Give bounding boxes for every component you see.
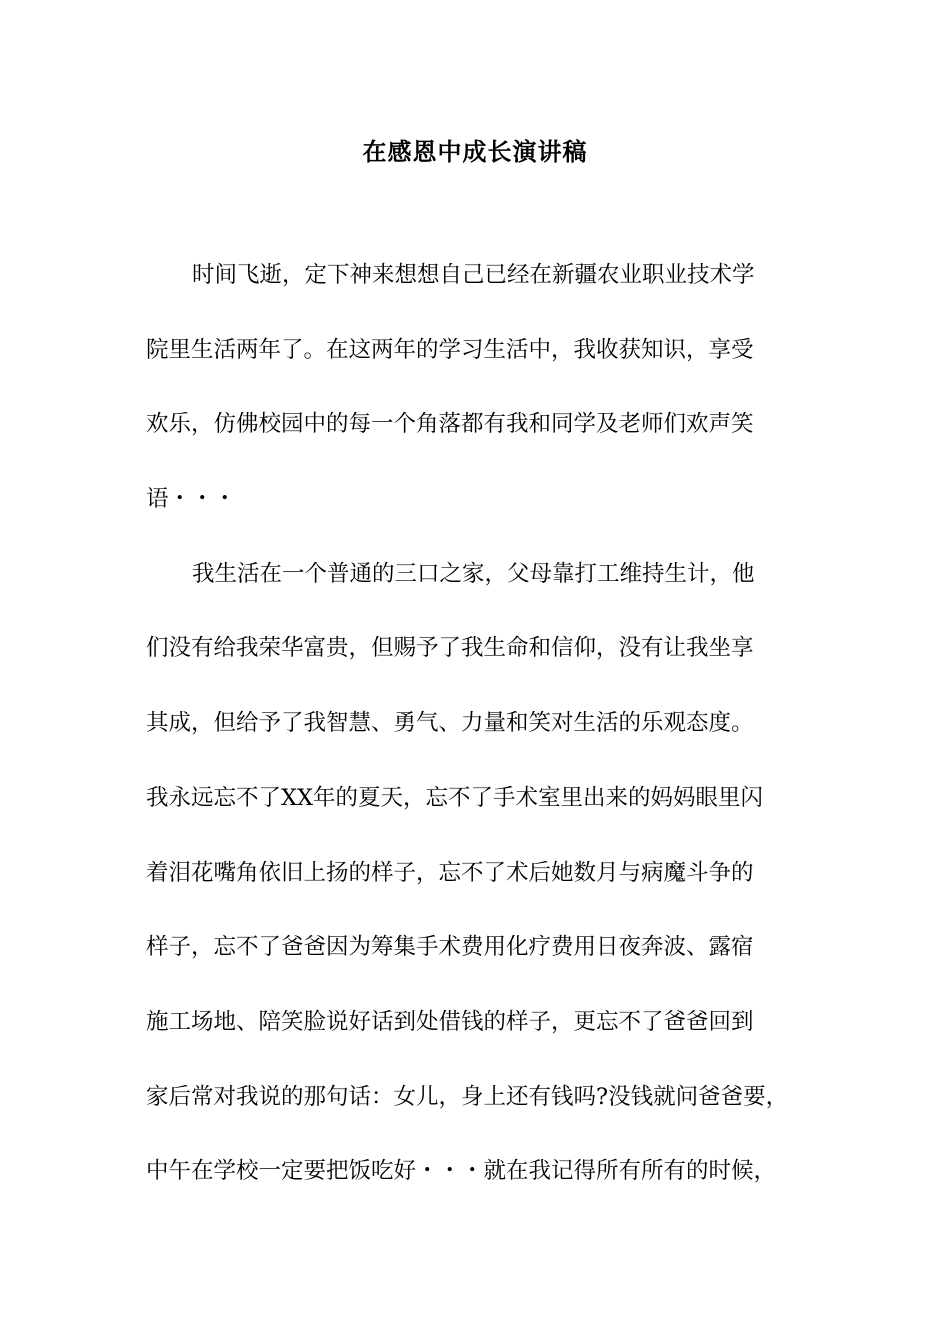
paragraph-line: 我永远忘不了XX年的夏天，忘不了手术室里出来的妈妈眼里闪 [146,785,764,811]
paragraph-line: 中午在学校一定要把饭吃好・・・就在我记得所有所有的时候， [146,1158,777,1184]
paragraph-line: 家后常对我说的那句话：女儿，身上还有钱吗?没钱就问爸爸要， [146,1084,789,1110]
paragraph-line: 着泪花嘴角依旧上扬的样子，忘不了术后她数月与病魔斗争的 [146,860,754,886]
paragraph-line: 施工场地、陪笑脸说好话到处借钱的样子，更忘不了爸爸回到 [146,1009,754,1035]
paragraph-line: 其成，但给予了我智慧、勇气、力量和笑对生活的乐观态度。 [146,710,754,736]
paragraph-line: 院里生活两年了。在这两年的学习生活中，我收获知识，享受 [146,337,754,363]
paragraph-line: 我生活在一个普通的三口之家，父母靠打工维持生计，他 [192,561,755,587]
paragraph-line: 们没有给我荣华富贵，但赐予了我生命和信仰，没有让我坐享 [146,635,754,661]
paragraph-line: 时间飞逝，定下神来想想自己已经在新疆农业职业技术学 [192,262,755,288]
paragraph-line: 欢乐，仿佛校园中的每一个角落都有我和同学及老师们欢声笑 [146,411,754,437]
paragraph-line: 样子，忘不了爸爸因为筹集手术费用化疗费用日夜奔波、露宿 [146,934,754,960]
paragraph-line: 语・・・ [146,486,237,512]
document-title: 在感恩中成长演讲稿 [362,137,588,166]
